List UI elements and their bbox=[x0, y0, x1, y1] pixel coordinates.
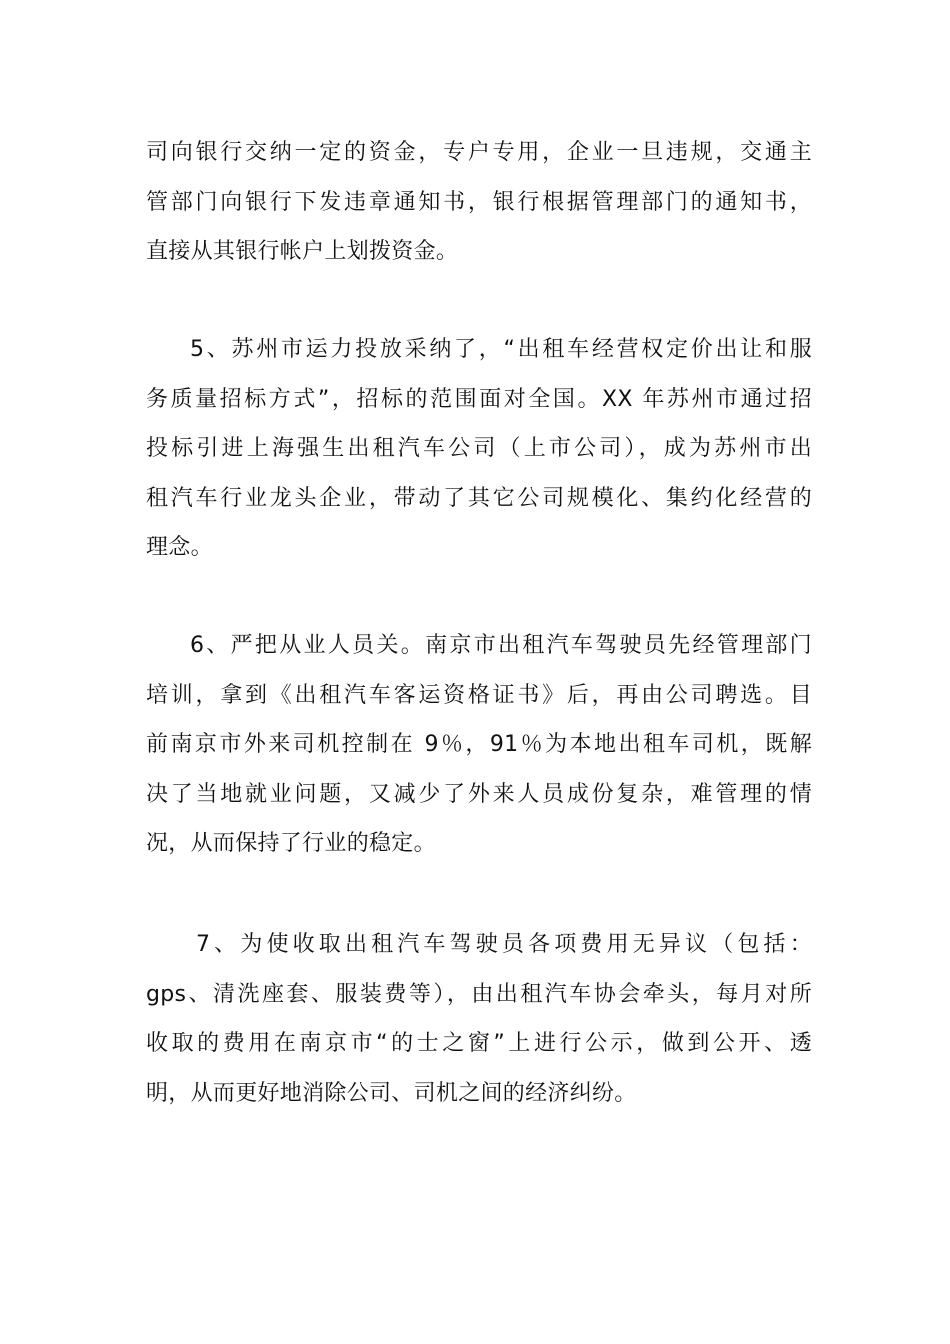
text-line: 培训，拿到《出租汽车客运资格证书》后，再由公司聘选。目 bbox=[146, 682, 812, 708]
text-line: 理念。 bbox=[146, 535, 213, 560]
text-line: 6、严把从业人员关。南京市出租汽车驾驶员先经管理部门 bbox=[190, 633, 812, 658]
paragraph-continuation bbox=[146, 128, 812, 277]
text-line: 投标引进上海强生出租汽车公司（上市公司），成为苏州市出 bbox=[146, 436, 812, 461]
text-line: 租汽车行业龙头企业，带动了其它公司规模化、集约化经营的 bbox=[146, 485, 812, 511]
text-line: 管部门向银行下发违章通知书，银行根据管理部门的通知书， bbox=[146, 189, 812, 215]
text-line: 务质量招标方式”，招标的范围面对全国。XX 年苏州市通过招 bbox=[146, 386, 812, 412]
text-line: 收取的费用在南京市“的士之窗”上进行公示，做到公开、透 bbox=[146, 1031, 812, 1056]
text-line: 直接从其银行帐户上划拨资金。 bbox=[146, 239, 459, 264]
text-line: 况，从而保持了行业的稳定。 bbox=[146, 831, 436, 856]
text-line: 司向银行交纳一定的资金，专户专用，企业一旦违规，交通主 bbox=[146, 140, 812, 165]
text-line: 7、为使收取出租汽车驾驶员各项费用无异议（包括： bbox=[196, 932, 812, 957]
paragraph-7 bbox=[146, 920, 812, 1118]
text-line: gps、清洗座套、服装费等），由出租汽车协会牵头，每月对所 bbox=[146, 981, 812, 1007]
text-line: 决了当地就业问题，又减少了外来人员成份复杂，难管理的情 bbox=[146, 781, 812, 807]
paragraph-5 bbox=[146, 325, 812, 573]
text-line: 明，从而更好地消除公司、司机之间的经济纠纷。 bbox=[146, 1080, 637, 1106]
paragraph-6 bbox=[146, 621, 812, 869]
text-line: 5、苏州市运力投放采纳了，“出租车经营权定价出让和服 bbox=[190, 337, 812, 362]
text-line: 前南京市外来司机控制在 9％，91％为本地出租车司机，既解 bbox=[146, 732, 812, 757]
